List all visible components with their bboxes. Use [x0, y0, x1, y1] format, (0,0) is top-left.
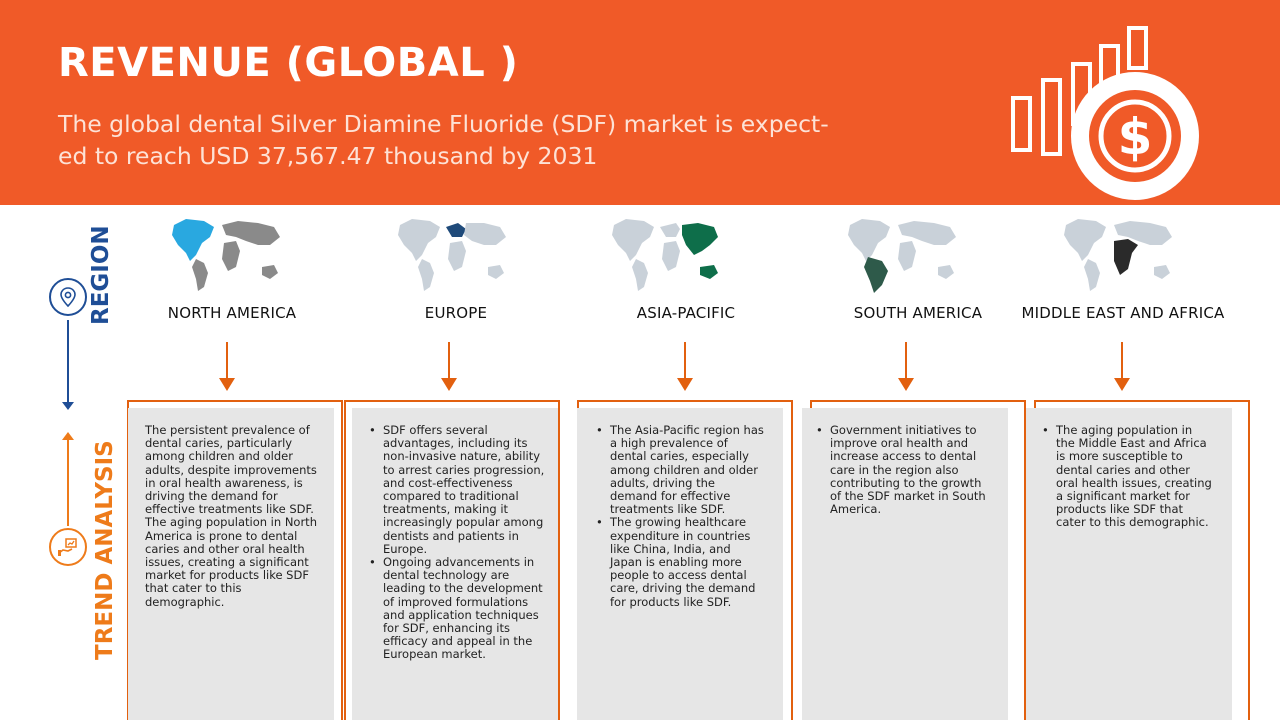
- region-name-middle-east-africa: MIDDLE EAST AND AFRICA: [1021, 304, 1225, 322]
- list-item: • Ongoing advancements in dental technology are leading to the development of improved formulations and application techniques for SDF, enhancing its efficacy and appeal in the European market.: [367, 556, 547, 662]
- north-america-card: [128, 408, 334, 720]
- north-america-card-text: The persistent prevalence of dental caries, particularly among children and older adults, despite improvements in oral health awareness, is driving the demand for effective treatments like SDF. The aging population in North America is prone to dental caries and other oral health issues, creating a significant market for products like SDF that cater to this demographic.: [145, 423, 317, 609]
- europe-map-icon: [392, 215, 512, 295]
- list-item: • The growing healthcare expenditure in countries like China, India, and Japan is enabling more people to access dental care, driving the demand for products like SDF.: [594, 516, 764, 608]
- north-america-map-icon: [166, 215, 286, 295]
- asia-pacific-arrow-head: [677, 378, 693, 391]
- middle-east-africa-card: [1026, 408, 1232, 720]
- list-item: • The aging population in the Middle East and Africa is more susceptible to dental caries and other oral health issues, creating a significant market for products like SDF that cater to this demographic.: [1040, 424, 1212, 530]
- south-america-arrow-head: [898, 378, 914, 391]
- location-pin-icon: [49, 278, 87, 316]
- europe-arrow-head: [441, 378, 457, 391]
- region-name-north-america: NORTH AMERICA: [167, 304, 297, 322]
- north-america-arrow-head: [219, 378, 235, 391]
- region-connector-line: [67, 320, 69, 404]
- region-name-south-america: SOUTH AMERICA: [853, 304, 983, 322]
- europe-card: [352, 408, 558, 720]
- region-name-europe: EUROPE: [424, 304, 488, 322]
- europe-bullet-list: [367, 424, 547, 662]
- middle-east-africa-map-icon: [1058, 215, 1178, 295]
- list-item: • Government initiatives to improve oral health and increase access to dental care in the region also contributing to the growth of the SDF market in South America.: [814, 424, 986, 516]
- region-label: REGION: [88, 225, 114, 325]
- asia-pacific-card: [577, 408, 783, 720]
- region-name-asia-pacific: ASIA-PACIFIC: [636, 304, 736, 322]
- south-america-map-icon: [842, 215, 962, 295]
- subtitle-line-2: ed to reach USD 37,567.47 thousand by 2031: [58, 142, 598, 170]
- middle-east-africa-bullet-list: [1040, 424, 1212, 530]
- asia-pacific-map-icon: [606, 215, 726, 295]
- middle-east-africa-arrow-stem: [1121, 342, 1123, 382]
- south-america-arrow-stem: [905, 342, 907, 382]
- south-america-card: [802, 408, 1008, 720]
- list-item: • SDF offers several advantages, including its non-invasive nature, ability to arrest caries progression, and cost-effectiveness compared to traditional treatments, making it increasingly popular among dentists and patients in Europe.: [367, 424, 547, 556]
- revenue-growth-dollar-icon: [1005, 18, 1210, 203]
- page-title: REVENUE (GLOBAL ): [58, 40, 519, 86]
- north-america-arrow-stem: [226, 342, 228, 382]
- asia-pacific-bullet-list: [594, 424, 764, 609]
- south-america-bullet-list: [814, 424, 986, 516]
- subtitle-line-1: The global dental Silver Diamine Fluoride (SDF) market is expect-: [58, 110, 829, 138]
- header-banner: [0, 0, 1280, 205]
- trend-up-arrow: [62, 432, 74, 440]
- trend-connector-line: [67, 440, 69, 526]
- page-subtitle: [58, 108, 858, 172]
- region-down-arrow: [62, 402, 74, 410]
- europe-arrow-stem: [448, 342, 450, 382]
- analysis-hand-icon: [49, 528, 87, 566]
- asia-pacific-arrow-stem: [684, 342, 686, 382]
- trend-analysis-label: TREND ANALYSIS: [92, 440, 118, 660]
- svg-text:$: $: [1117, 108, 1153, 166]
- middle-east-africa-arrow-head: [1114, 378, 1130, 391]
- list-item: • The Asia-Pacific region has a high prevalence of dental caries, especially among children and older adults, driving the demand for effective treatments like SDF.: [594, 424, 764, 516]
